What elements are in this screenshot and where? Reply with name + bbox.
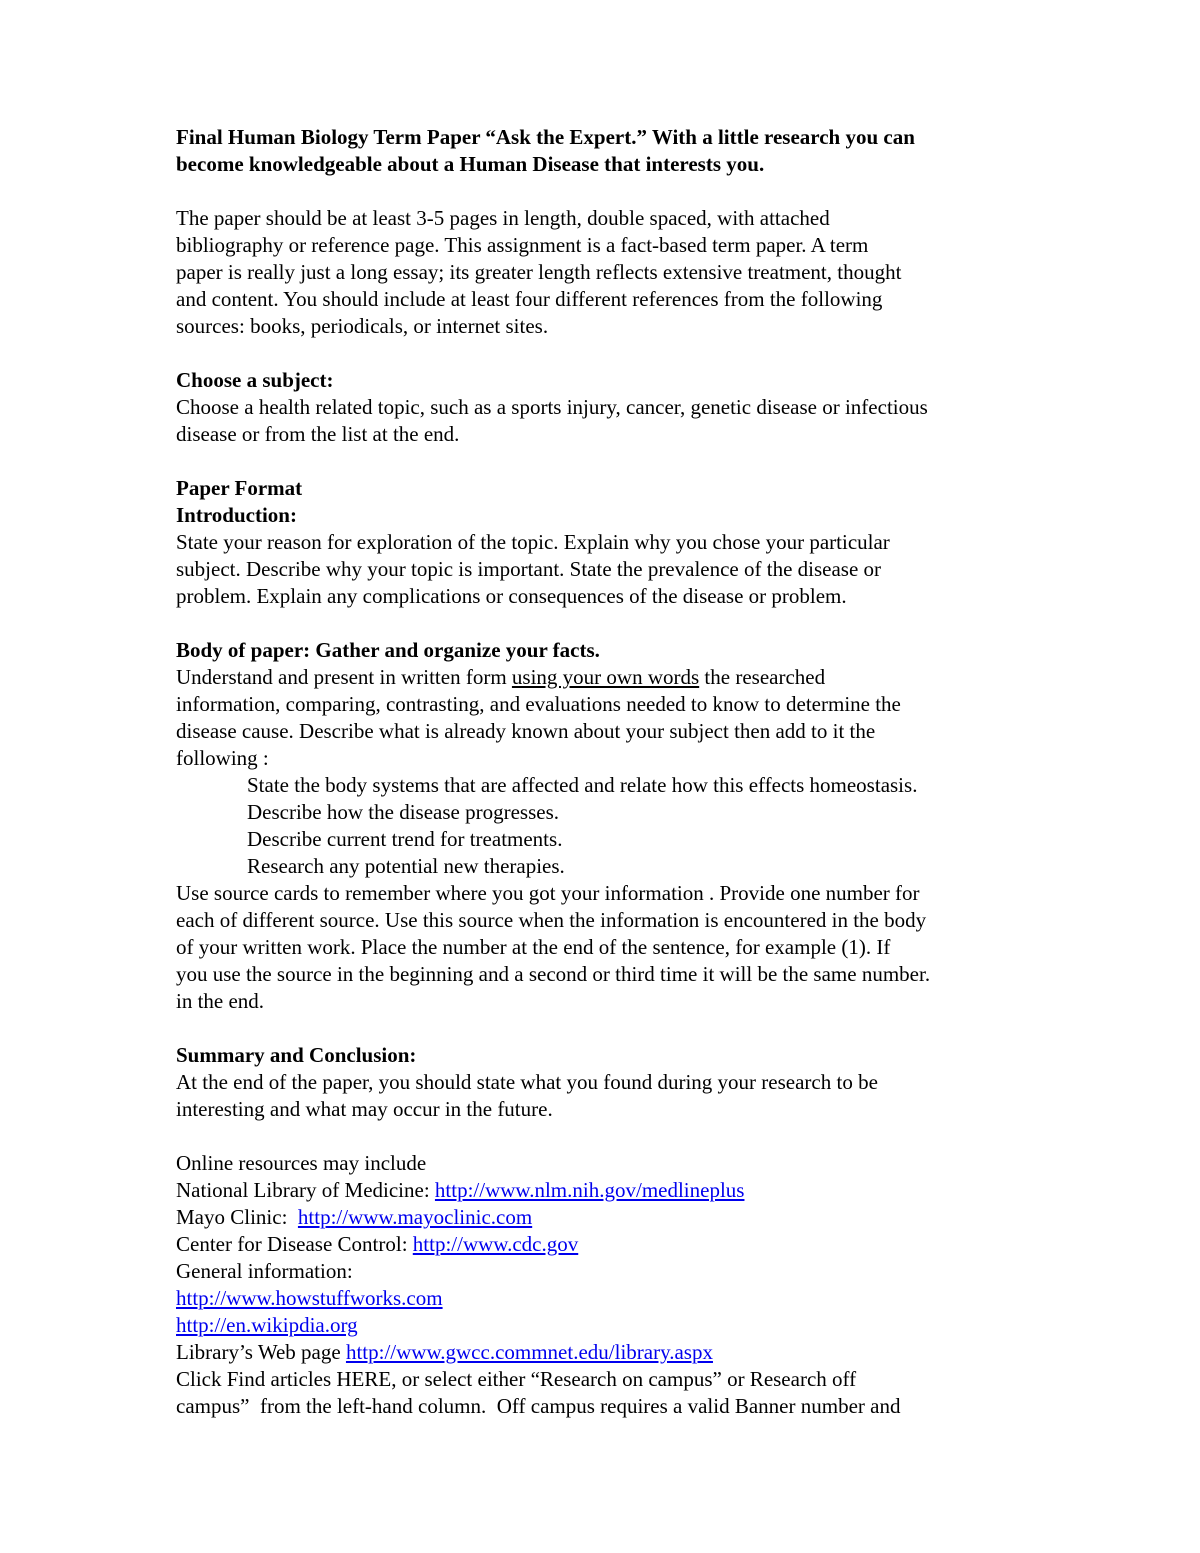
body-line: [176, 664, 1056, 691]
body-line: following :: [176, 746, 269, 770]
summary-line: At the end of the paper, you should state what you found during your research to be: [176, 1070, 878, 1094]
source-line: each of different source. Use this source when the information is encountered in the body: [176, 908, 927, 932]
library-link[interactable]: http://www.gwcc.commnet.edu/library.aspx: [345, 1340, 713, 1364]
body-indented-item: Research any potential new therapies.: [247, 854, 565, 878]
paper-format-heading: Paper Format: [176, 476, 303, 500]
title-line-2: become knowledgeable about a Human Disease that interests you.: [176, 152, 765, 176]
document-page: [176, 124, 1056, 1420]
howstuffworks-link[interactable]: http://www.howstuffworks.com: [176, 1286, 443, 1310]
intro-line: The paper should be at least 3-5 pages in length, double spaced, with attached: [176, 206, 830, 230]
spacer: [176, 340, 1056, 367]
closing-line: campus” from the left-hand column. Off campus requires a valid Banner number and: [176, 1394, 901, 1418]
own-words-underlined: using your own words: [511, 665, 700, 689]
spacer: [176, 1015, 1056, 1042]
nlm-label: National Library of Medicine:: [176, 1178, 435, 1202]
resource-library: [176, 1339, 1056, 1366]
resource-howstuffworks: [176, 1285, 1056, 1312]
closing-line: Click Find articles HERE, or select either “Research on campus” or Research off: [176, 1367, 857, 1391]
mayo-link[interactable]: http://www.mayoclinic.com: [297, 1205, 533, 1229]
intro-line: bibliography or reference page. This assignment is a fact-based term paper. A term: [176, 233, 869, 257]
nlm-link[interactable]: http://www.nlm.nih.gov/medlineplus: [434, 1178, 745, 1202]
introduction-heading: Introduction:: [176, 503, 297, 527]
resources-intro: Online resources may include: [176, 1151, 427, 1175]
cdc-label: Center for Disease Control:: [176, 1232, 413, 1256]
choose-subject-line: disease or from the list at the end.: [176, 422, 460, 446]
source-line: Use source cards to remember where you got your information . Provide one number for: [176, 881, 920, 905]
body-line-post: the researched: [699, 665, 826, 689]
spacer: [176, 448, 1056, 475]
body-indented-item: Describe current trend for treatments.: [247, 827, 563, 851]
introduction-line: problem. Explain any complications or consequences of the disease or problem.: [176, 584, 847, 608]
body-of-paper-heading: Body of paper: Gather and organize your facts.: [176, 638, 600, 662]
title-line-1: Final Human Biology Term Paper “Ask the Expert.” With a little research you can: [176, 125, 915, 149]
body-line: disease cause. Describe what is already known about your subject then add to it the: [176, 719, 876, 743]
source-line: of your written work. Place the number at the end of the sentence, for example (1). If: [176, 935, 891, 959]
choose-subject-line: Choose a health related topic, such as a sports injury, cancer, genetic disease or infectious: [176, 395, 928, 419]
wiki-link[interactable]: http://en.wikipdia.org: [176, 1313, 358, 1337]
summary-line: interesting and what may occur in the future.: [176, 1097, 553, 1121]
introduction-line: State your reason for exploration of the topic. Explain why you chose your particular: [176, 530, 890, 554]
spacer: [176, 178, 1056, 205]
intro-line: sources: books, periodicals, or internet sites.: [176, 314, 549, 338]
introduction-line: subject. Describe why your topic is important. State the prevalence of the disease or: [176, 557, 882, 581]
cdc-link[interactable]: http://www.cdc.gov: [412, 1232, 579, 1256]
body-line-pre: Understand and present in written form: [176, 665, 512, 689]
resource-cdc: [176, 1231, 1056, 1258]
summary-heading: Summary and Conclusion:: [176, 1043, 417, 1067]
body-indented-item: Describe how the disease progresses.: [247, 800, 559, 824]
resource-wiki: [176, 1312, 1056, 1339]
choose-subject-heading: Choose a subject:: [176, 368, 334, 392]
source-line: in the end.: [176, 989, 265, 1013]
general-info-label: General information:: [176, 1259, 353, 1283]
spacer: [176, 610, 1056, 637]
body-indented-item: State the body systems that are affected and relate how this effects homeostasis.: [247, 773, 918, 797]
mayo-label: Mayo Clinic:: [176, 1205, 298, 1229]
intro-line: and content. You should include at least four different references from the following: [176, 287, 883, 311]
source-line: you use the source in the beginning and a second or third time it will be the same number.: [176, 962, 931, 986]
spacer: [176, 1123, 1056, 1150]
resource-mayo: [176, 1204, 1056, 1231]
library-label: Library’s Web page: [176, 1340, 346, 1364]
intro-line: paper is really just a long essay; its greater length reflects extensive treatment, thought: [176, 260, 902, 284]
resource-nlm: [176, 1177, 1056, 1204]
body-line: information, comparing, contrasting, and evaluations needed to know to determine the: [176, 692, 901, 716]
